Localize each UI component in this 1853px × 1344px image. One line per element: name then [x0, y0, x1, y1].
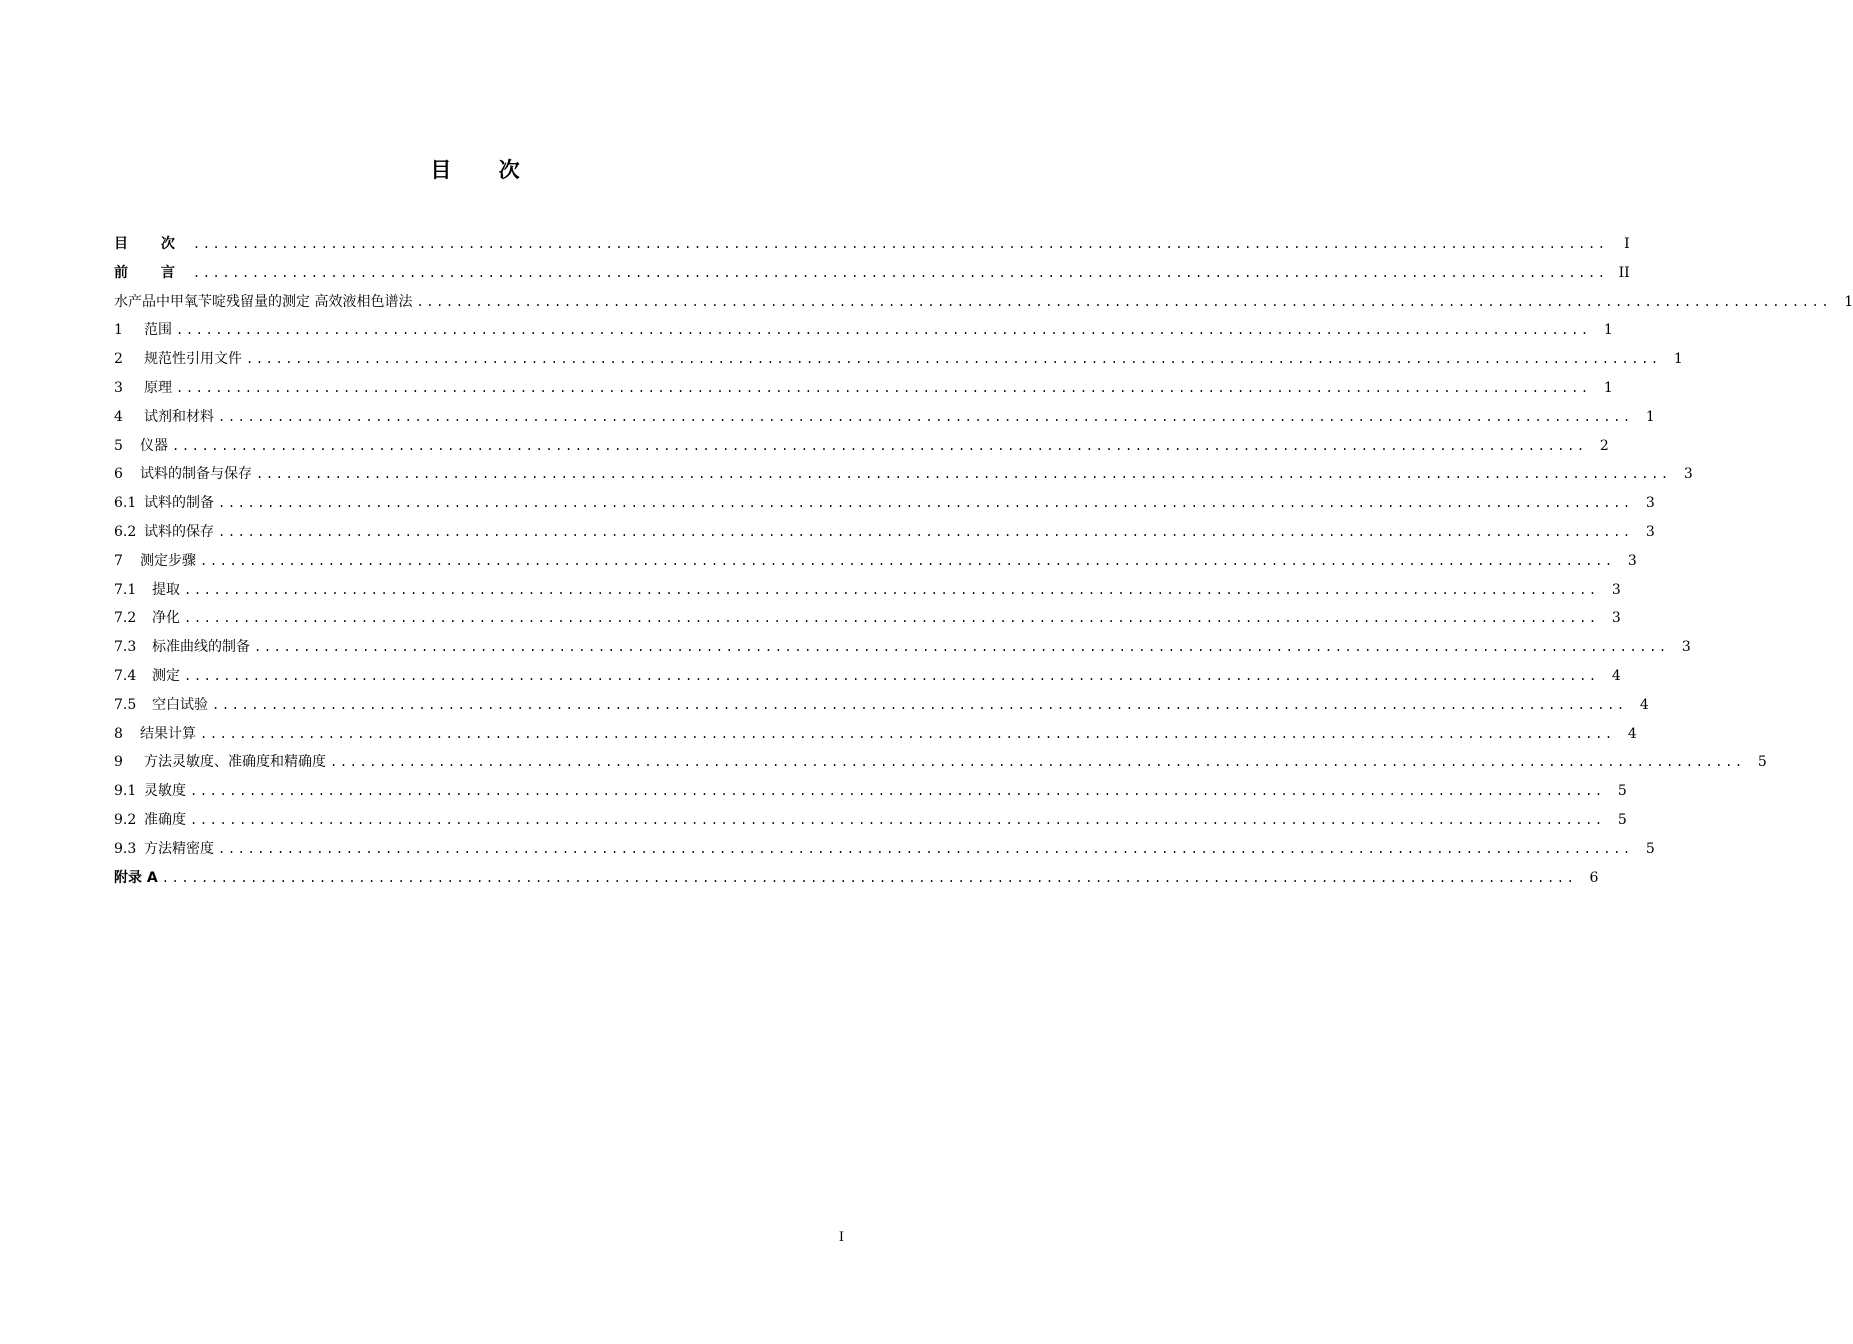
toc-entry-title: 测定步骤 — [140, 552, 196, 569]
toc-entry-number: 7.4 — [114, 667, 137, 684]
toc-entry-page: II — [1618, 264, 1630, 281]
toc-entry[interactable] — [114, 259, 1630, 288]
toc-entry-title: 前 言 — [114, 264, 189, 281]
dot-leader: ................................................................................................................................................ — [172, 438, 1587, 453]
toc-entry-page: 5 — [1757, 754, 1767, 771]
dot-leader: ................................................................................................................................................ — [184, 582, 1599, 597]
toc-entry[interactable] — [114, 720, 1637, 749]
toc-entry-number: 6.1 — [114, 495, 137, 512]
toc-entry-title: 方法精密度 — [144, 840, 214, 857]
table-of-contents — [114, 230, 1853, 892]
toc-entry-number: 9.1 — [114, 783, 137, 800]
page-number: I — [838, 1230, 844, 1245]
toc-entry-title: 规范性引用文件 — [144, 351, 242, 368]
dot-leader: ................................................................................................................................................ — [176, 380, 1591, 395]
toc-entry-number: 4 — [114, 408, 123, 425]
toc-entry-number: 5 — [114, 437, 123, 454]
toc-entry-title: 试料的制备 — [144, 495, 214, 512]
dot-leader: ................................................................................................................................................ — [161, 870, 1577, 885]
toc-entry[interactable] — [114, 374, 1613, 403]
toc-entry-page: 1 — [1645, 408, 1655, 425]
page-title: 目 次 — [430, 158, 540, 182]
toc-entry[interactable] — [114, 748, 1767, 777]
toc-entry-number: 7.1 — [114, 581, 137, 598]
toc-entry[interactable] — [114, 662, 1621, 691]
toc-entry-number: 3 — [114, 379, 123, 396]
toc-entry-title: 试料的保存 — [144, 523, 214, 540]
dot-leader: ................................................................................................................................................ — [218, 409, 1633, 424]
toc-entry[interactable] — [114, 403, 1655, 432]
dot-leader: ................................................................................................................................................ — [254, 640, 1669, 655]
dot-leader: ................................................................................................................................................ — [218, 524, 1633, 539]
toc-entry-title: 方法灵敏度、准确度和精确度 — [144, 754, 326, 771]
toc-entry-title: 净化 — [152, 610, 180, 627]
toc-entry[interactable] — [114, 316, 1613, 345]
toc-entry[interactable] — [114, 633, 1691, 662]
toc-entry-page: I — [1624, 236, 1630, 252]
toc-entry-page: 3 — [1683, 466, 1693, 483]
toc-entry-page: 3 — [1681, 639, 1691, 656]
toc-entry[interactable] — [114, 432, 1609, 461]
toc-entry-page: 1 — [1603, 322, 1613, 339]
toc-entry-number: 9.2 — [114, 811, 137, 828]
toc-entry-page: 5 — [1617, 783, 1627, 800]
toc-entry-page: 3 — [1611, 581, 1621, 598]
toc-entry-page: 6 — [1589, 869, 1599, 886]
dot-leader: ................................................................................................................................................ — [190, 784, 1605, 799]
toc-entry-page: 5 — [1617, 811, 1627, 828]
toc-entry-number: 9.3 — [114, 840, 137, 857]
dot-leader: ................................................................................................................................................ — [246, 352, 1661, 367]
toc-entry[interactable] — [114, 691, 1649, 720]
dot-leader: ................................................................................................................................................ — [184, 668, 1599, 683]
toc-entry-title: 仪器 — [140, 437, 168, 454]
toc-entry-title: 准确度 — [144, 811, 186, 828]
dot-leader: ................................................................................................................................................ — [416, 294, 1832, 309]
toc-entry-title: 试料的制备与保存 — [140, 466, 252, 483]
toc-entry-number: 7.5 — [114, 696, 137, 713]
toc-entry-title: 试剂和材料 — [144, 408, 214, 425]
toc-entry-title: 范围 — [144, 322, 172, 339]
toc-entry[interactable] — [114, 806, 1627, 835]
toc-entry[interactable] — [114, 288, 1853, 317]
toc-entry[interactable] — [114, 345, 1683, 374]
toc-entry-title: 原理 — [144, 379, 172, 396]
dot-leader: ................................................................................................................................................ — [212, 697, 1627, 712]
toc-entry[interactable] — [114, 576, 1621, 605]
toc-entry[interactable] — [114, 604, 1621, 633]
toc-entry-number: 7 — [114, 552, 123, 569]
dot-leader: ................................................................................................................................................ — [218, 841, 1633, 856]
toc-entry-page: 2 — [1599, 437, 1609, 454]
toc-entry-title: 提取 — [152, 581, 180, 598]
toc-entry-page: 4 — [1639, 696, 1649, 713]
toc-entry[interactable] — [114, 864, 1599, 893]
dot-leader: ................................................................................................................................................ — [192, 265, 1608, 280]
toc-entry-page: 3 — [1645, 495, 1655, 512]
toc-entry-number: 6.2 — [114, 523, 137, 540]
toc-entry[interactable] — [114, 547, 1637, 576]
toc-entry-title: 空白试验 — [152, 696, 208, 713]
toc-entry-page: 1 — [1603, 379, 1613, 396]
toc-entry[interactable] — [114, 489, 1655, 518]
toc-entry-number: 8 — [114, 725, 123, 742]
toc-entry-number: 2 — [114, 351, 123, 368]
toc-entry-title: 测定 — [152, 667, 180, 684]
toc-entry-page: 3 — [1627, 552, 1637, 569]
dot-leader: ................................................................................................................................................ — [256, 467, 1671, 482]
dot-leader: ................................................................................................................................................ — [200, 726, 1615, 741]
toc-entry-title: 水产品中甲氧苄啶残留量的测定 高效液相色谱法 — [114, 293, 413, 310]
toc-entry[interactable] — [114, 518, 1655, 547]
toc-entry-number: 7.2 — [114, 610, 137, 627]
toc-entry-title: 结果计算 — [140, 725, 196, 742]
toc-entry[interactable] — [114, 230, 1630, 259]
dot-leader: ................................................................................................................................................ — [190, 812, 1605, 827]
toc-entry-number: 9 — [114, 754, 123, 771]
toc-entry[interactable] — [114, 460, 1693, 489]
toc-entry-page: 3 — [1611, 610, 1621, 627]
dot-leader: ................................................................................................................................................ — [192, 237, 1608, 251]
dot-leader: ................................................................................................................................................ — [330, 755, 1745, 770]
toc-entry-number: 1 — [114, 322, 123, 339]
dot-leader: ................................................................................................................................................ — [200, 553, 1615, 568]
toc-entry-page: 1 — [1844, 293, 1853, 310]
toc-entry-title: 灵敏度 — [144, 783, 186, 800]
toc-entry-page: 5 — [1645, 840, 1655, 857]
toc-entry-page: 3 — [1645, 523, 1655, 540]
toc-entry[interactable] — [114, 777, 1627, 806]
dot-leader: ................................................................................................................................................ — [218, 496, 1633, 511]
toc-entry-page: 1 — [1673, 351, 1683, 368]
toc-entry-page: 4 — [1627, 725, 1637, 742]
toc-entry-page: 4 — [1611, 667, 1621, 684]
toc-entry[interactable] — [114, 835, 1655, 864]
toc-entry-title: 标准曲线的制备 — [152, 639, 250, 656]
toc-entry-number: 7.3 — [114, 639, 137, 656]
toc-entry-title: 目 次 — [114, 236, 189, 252]
toc-entry-number: 6 — [114, 466, 123, 483]
toc-entry-title: 附录 A — [114, 869, 158, 886]
dot-leader: ................................................................................................................................................ — [184, 611, 1599, 626]
dot-leader: ................................................................................................................................................ — [176, 323, 1591, 338]
